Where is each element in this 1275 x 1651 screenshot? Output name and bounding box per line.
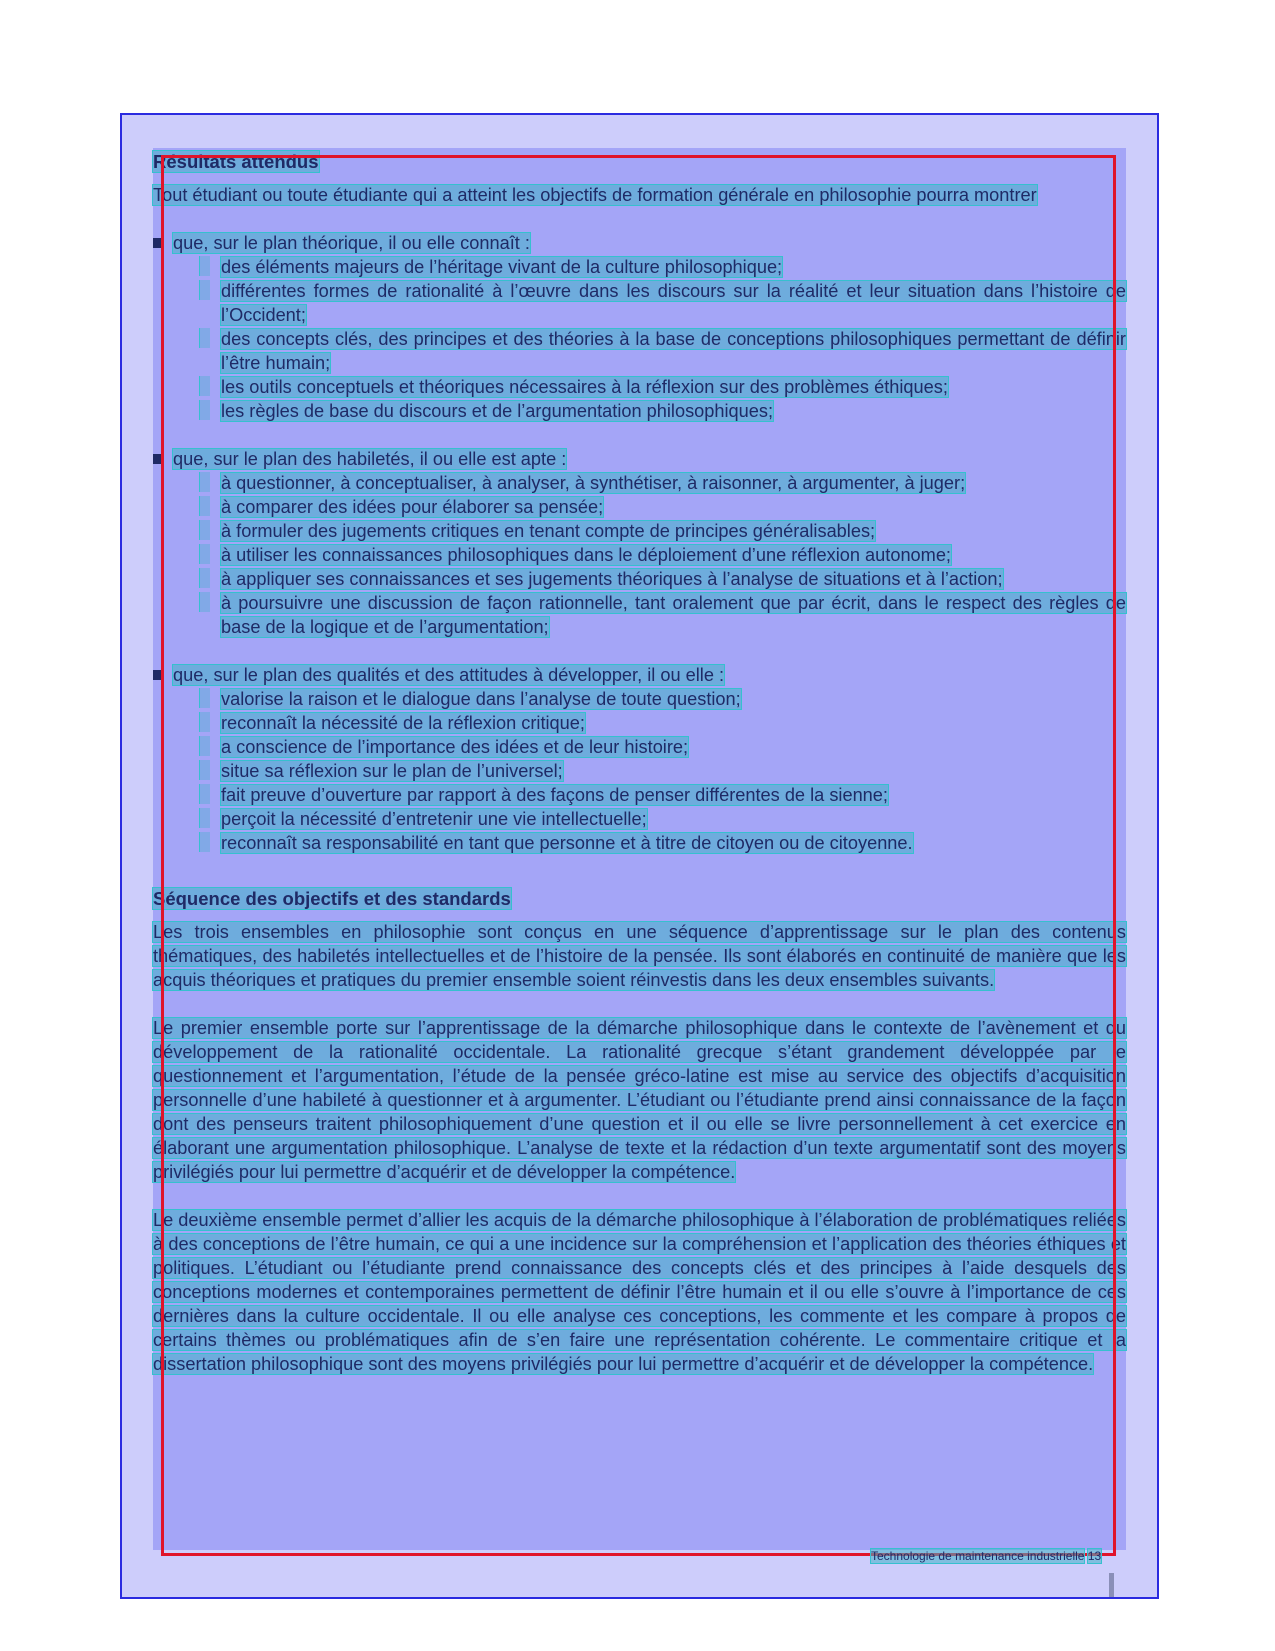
- dash-icon: [199, 592, 210, 612]
- dash-icon: [199, 688, 210, 708]
- bullet-icon: [153, 238, 161, 248]
- document-body: [153, 150, 1126, 1376]
- group-lead: que, sur le plan théorique, il ou elle connaît : des éléments majeurs de l’héritage vivant de la culture philosophique; différentes formes de rationalité à l’œuvre dans les discours sur la réalité et leur situation dans l’histoire de l’Occident; des concepts clés, des principes et des théories à la base de conceptions philosophiques permettant de définir l’être humain; les outils conceptuels et théoriques nécessaires à la réflexion sur des problèmes éthiques; les règles de base du discours et de l’argumentation philosophiques;: [153, 231, 1126, 423]
- group-lead: que, sur le plan des habiletés, il ou elle est apte : à questionner, à conceptualiser, à analyser, à synthétiser, à raisonner, à argumenter, à juger; à comparer des idées pour élaborer sa pensée; à formuler des jugements critiques en tenant compte de principes généralisables; à utiliser les connaissances philosophiques dans le déploiement d’une réflexion autonome; à appliquer ses connaissances et ses jugements théoriques à l’analyse de situations et à l’action; à poursuivre une discussion de façon rationnelle, tant oralement que par écrit, dans le respect des règles de base de la logique et de l’argumentation;: [153, 447, 1126, 639]
- footer-marker: [1109, 1573, 1114, 1597]
- footer-program: Technologie de maintenance industrielle: [871, 1549, 1085, 1563]
- list-item: à poursuivre une discussion de façon rationnelle, tant oralement que par écrit, dans le respect des règles de base de la logique et de l’argumentation;: [173, 591, 1126, 639]
- list-item: différentes formes de rationalité à l’œuvre dans les discours sur la réalité et leur situation dans l’histoire de l’Occident;: [173, 279, 1126, 327]
- list-item: les règles de base du discours et de l’argumentation philosophiques;: [173, 399, 1126, 423]
- dash-icon: [199, 376, 210, 396]
- list-item: a conscience de l’importance des idées et de leur histoire;: [173, 735, 1126, 759]
- bullet-icon: [153, 670, 161, 680]
- results-group-attitudes: [153, 663, 1126, 855]
- dash-icon: [199, 784, 210, 804]
- dash-icon: [199, 520, 210, 540]
- dash-icon: [199, 256, 210, 276]
- list-item: les outils conceptuels et théoriques nécessaires à la réflexion sur des problèmes éthiques;: [173, 375, 1126, 399]
- paragraph: Les trois ensembles en philosophie sont conçus en une séquence d’apprentissage sur le plan des contenus thématiques, des habiletés intellectuelles et de l’histoire de la pensée. Ils sont élaborés en continuité de manière que les acquis théoriques et pratiques du premier ensemble soient réinvestis dans les deux ensembles suivants.: [153, 922, 1126, 990]
- dash-icon: [199, 496, 210, 516]
- results-group-theory: [153, 231, 1126, 423]
- results-group-skills: [153, 447, 1126, 639]
- list-item: reconnaît la nécessité de la réflexion critique;: [173, 711, 1126, 735]
- dash-icon: [199, 328, 210, 348]
- dash-icon: [199, 736, 210, 756]
- list-item: à utiliser les connaissances philosophiques dans le déploiement d’une réflexion autonome;: [173, 543, 1126, 567]
- dash-icon: [199, 568, 210, 588]
- dash-icon: [199, 832, 210, 852]
- list-item: situe sa réflexion sur le plan de l’universel;: [173, 759, 1126, 783]
- group-lead: que, sur le plan des qualités et des attitudes à développer, il ou elle : valorise la raison et le dialogue dans l’analyse de toute question; reconnaît la nécessité de la réflexion critique; a conscience de l’importance des idées et de leur histoire; situe sa réflexion sur le plan de l’universel; fait preuve d’ouverture par rapport à des façons de penser différentes de la sienne; perçoit la nécessité d’entretenir une vie intellectuelle; reconnaît sa responsabilité en tant que personne et à titre de citoyen ou de citoyenne.: [153, 663, 1126, 855]
- list-item: à appliquer ses connaissances et ses jugements théoriques à l’analyse de situations et à l’action;: [173, 567, 1126, 591]
- list-item: à formuler des jugements critiques en tenant compte de principes généralisables;: [173, 519, 1126, 543]
- page-footer: [871, 1549, 1101, 1563]
- dash-icon: [199, 712, 210, 732]
- dash-icon: [199, 760, 210, 780]
- dash-icon: [199, 472, 210, 492]
- list-item: perçoit la nécessité d’entretenir une vie intellectuelle;: [173, 807, 1126, 831]
- results-heading: Résultats attendus: [153, 151, 319, 172]
- bullet-icon: [153, 454, 161, 464]
- list-item: fait preuve d’ouverture par rapport à des façons de penser différentes de la sienne;: [173, 783, 1126, 807]
- list-item: à comparer des idées pour élaborer sa pensée;: [173, 495, 1126, 519]
- dash-icon: [199, 400, 210, 420]
- list-item: valorise la raison et le dialogue dans l’analyse de toute question;: [173, 687, 1126, 711]
- paragraph: Le premier ensemble porte sur l’apprentissage de la démarche philosophique dans le contexte de l’avènement et du développement de la rationalité occidentale. La rationalité grecque s’étant grandement développée par le questionnement et l’argumentation, l’étude de la pensée gréco-latine est mise au service des objectifs d’acquisition personnelle d’une habileté à questionner et à argumenter. L’étudiant ou l’étudiante prend ainsi connaissance de la façon dont des penseurs traitent philosophiquement d’une question et il ou elle se livre personnellement à cet exercice en élaborant une argumentation philosophique. L’analyse de texte et la rédaction d’un texte argumentatif sont des moyens privilégiés pour lui permettre d’acquérir et de développer la compétence.: [153, 1018, 1126, 1182]
- list-item: à questionner, à conceptualiser, à analyser, à synthétiser, à raisonner, à argumenter, à juger;: [173, 471, 1126, 495]
- dash-icon: [199, 280, 210, 300]
- sequence-heading: Séquence des objectifs et des standards: [153, 888, 511, 909]
- list-item: reconnaît sa responsabilité en tant que personne et à titre de citoyen ou de citoyenne.: [173, 831, 1126, 855]
- dash-icon: [199, 808, 210, 828]
- list-item: des concepts clés, des principes et des théories à la base de conceptions philosophiques permettant de définir l’être humain;: [173, 327, 1126, 375]
- list-item: des éléments majeurs de l’héritage vivant de la culture philosophique;: [173, 255, 1126, 279]
- results-intro: Tout étudiant ou toute étudiante qui a atteint les objectifs de formation générale en philosophie pourra montrer: [153, 185, 1037, 205]
- paragraph: Le deuxième ensemble permet d’allier les acquis de la démarche philosophique à l’élaboration de problématiques reliées à des conceptions de l’être humain, ce qui a une incidence sur la compréhension et l’application des théories éthiques et politiques. L’étudiant ou l’étudiante prend connaissance des concepts clés et des principes à l’aide desquels des conceptions modernes et contemporaines permettent de définir l’être humain et il ou elle s’ouvre à l’importance de ces dernières dans la culture occidentale. Il ou elle analyse ces conceptions, les commente et les compare à propos de certains thèmes ou problématiques afin de s’en faire une représentation cohérente. Le commentaire critique et la dissertation philosophique sont des moyens privilégiés pour lui permettre d’acquérir et de développer la compétence.: [153, 1210, 1126, 1374]
- footer-page-number: 13: [1087, 1549, 1102, 1563]
- dash-icon: [199, 544, 210, 564]
